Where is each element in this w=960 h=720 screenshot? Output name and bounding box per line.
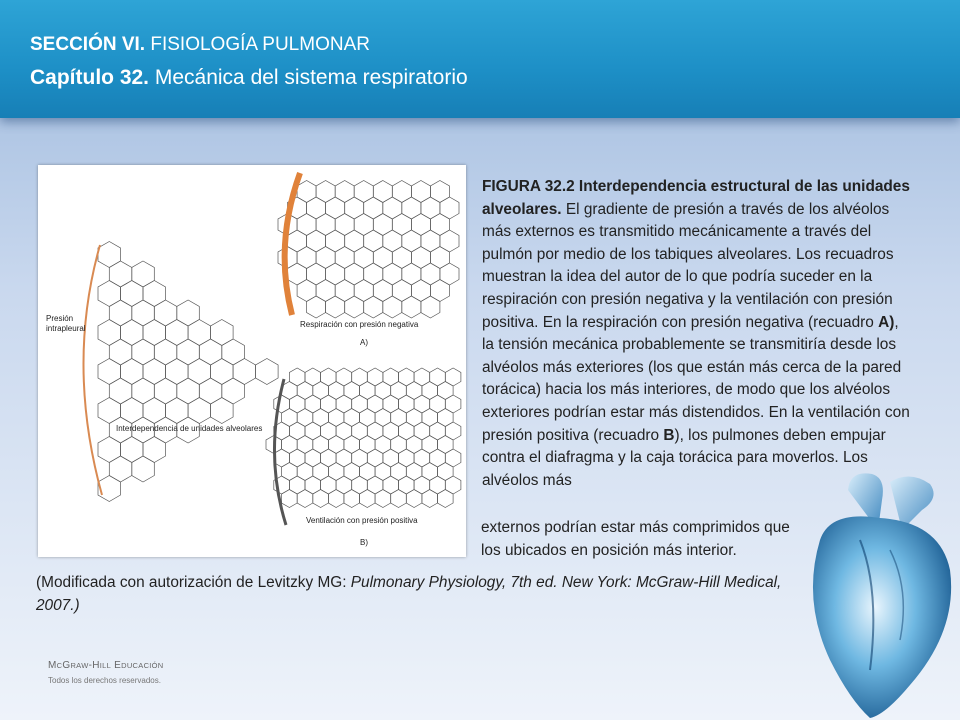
panel-a-chest-wall (285, 173, 300, 315)
source-open: (Modificada con autorización de Levitzky MG: (36, 574, 351, 591)
alveolus-cell (289, 395, 305, 413)
alveolus-cell (326, 230, 345, 252)
alveolus-cell (360, 409, 376, 427)
alveolus-cell (383, 197, 402, 219)
alveolus-cell (166, 320, 189, 346)
alveolus-cell (352, 395, 368, 413)
alveolus-cell (288, 263, 307, 285)
alveolus-cell (98, 476, 121, 502)
alveolus-cell (121, 398, 144, 424)
alveolus-cell (383, 230, 402, 252)
alveolus-cell (402, 197, 421, 219)
heart-illustration (790, 470, 960, 720)
alveolus-cell (313, 463, 329, 481)
alveolus-cell (383, 449, 399, 467)
alveolus-cell (399, 449, 415, 467)
alveolus-cell (354, 247, 373, 269)
alveolus-cell (154, 339, 177, 365)
alveolus-cell (188, 359, 211, 385)
alveolus-cell (438, 382, 454, 400)
alveolus-cell (367, 395, 383, 413)
alveolus-cell (391, 382, 407, 400)
alveolus-cell (392, 214, 411, 236)
alveolus-cell (352, 449, 368, 467)
alveolus-cell (282, 409, 298, 427)
alveolus-cell (383, 476, 399, 494)
alveolus-cell (399, 422, 415, 440)
alveolus-cell (297, 409, 313, 427)
alveolus-cell (328, 409, 344, 427)
alveolus-cell (383, 263, 402, 285)
alveolus-cell (344, 490, 360, 508)
alveolus-cell (336, 422, 352, 440)
alveolus-cell (392, 247, 411, 269)
rights-notice: Todos los derechos reservados. (48, 676, 161, 685)
section-title (30, 34, 370, 56)
alveolus-cell (321, 449, 337, 467)
alveolus-cell (445, 449, 461, 467)
alveolus-cell (406, 490, 422, 508)
alveolus-cell (422, 463, 438, 481)
alveolus-cell (326, 296, 345, 318)
chapter-name: Mecánica del sistema respiratorio (149, 66, 468, 89)
alveolus-cell (305, 395, 321, 413)
alveolus-cell (422, 382, 438, 400)
alveolus-cell (367, 449, 383, 467)
alveolus-cell (344, 382, 360, 400)
caption-title: FIGURA 32.2 Interdependencia estructural de las unidades alveolares. (482, 178, 910, 218)
alveolus-cell (316, 214, 335, 236)
label-a: A) (360, 338, 368, 347)
caption-body-2: , la tensión mecánica probablemente se transmitiría desde los alvéolos más exteriores (los que están más cerca de la pared torácica) hacia los más interiores, de modo que los alvéolos exteriores podrían estar más distendidos. En la ventilación con presión positiva (recuadro (482, 313, 910, 444)
alveolus-cell (383, 368, 399, 386)
chapter-title (30, 66, 468, 90)
alveolus-cell (289, 449, 305, 467)
slide-header (0, 0, 960, 118)
alveolus-cell (375, 490, 391, 508)
alveolus-cell (414, 368, 430, 386)
caption-ref-b: B (663, 426, 675, 444)
alveolus-cell (345, 296, 364, 318)
alveolus-cell (344, 436, 360, 454)
caption-body-1: El gradiente de presión a través de los alvéolos más externos es transmitido mecánicamente a través del pulmón por medio de los tabiques alveolares. Los recuadros muestran la idea del autor de lo que podría suceder en la respiración con presión negativa y la ventilación con presión positiva. En la respiración con presión negativa (recuadro (482, 200, 894, 331)
pub-part-8: DUCACIÓN (121, 661, 164, 670)
caption-body-3: ), los pulmones deben empujar contra el diafragma y la caja torácica para moverlos. Los alvéolos más (482, 426, 886, 489)
alveolus-cell (345, 197, 364, 219)
alveolus-cell (199, 339, 222, 365)
caption-tail-text: externos podrían estar más comprimidos que los ubicados en posición más interior. (481, 519, 790, 559)
alveolus-cell (132, 300, 155, 326)
alveolus-cell (154, 300, 177, 326)
alveolus-cell (344, 463, 360, 481)
alveolus-cell (354, 214, 373, 236)
alveolus-cell (345, 263, 364, 285)
alveolus-cell (222, 378, 245, 404)
alveolus-cell (177, 300, 200, 326)
alveolus-cell (430, 181, 449, 203)
alveolus-cell (188, 320, 211, 346)
alveolus-cell (373, 181, 392, 203)
alveolus-cell (375, 409, 391, 427)
alveolus-cell (222, 339, 245, 365)
alveolus-cell (440, 197, 459, 219)
alveolus-cell (109, 300, 132, 326)
alveolus-cell (445, 422, 461, 440)
pub-part-3: G (62, 660, 71, 671)
alveolus-cell (188, 398, 211, 424)
alveolus-cell (414, 476, 430, 494)
alveolus-cell (402, 263, 421, 285)
alveolus-cell (98, 398, 121, 424)
alveolus-cell (421, 296, 440, 318)
alveolus-cell (406, 409, 422, 427)
pleura-curve (83, 245, 102, 495)
alveolus-cell (297, 463, 313, 481)
label-pressure-line1: Presión (46, 314, 74, 323)
caption-ref-a: A) (878, 313, 895, 331)
alveolus-cell (132, 261, 155, 287)
alveolus-cell (321, 422, 337, 440)
alveolus-cell (305, 476, 321, 494)
alveolus-cell (166, 398, 189, 424)
alveolus-cell (307, 263, 326, 285)
alveolus-cell (440, 263, 459, 285)
alveolus-cell (321, 395, 337, 413)
alveolus-cell (121, 320, 144, 346)
alveolus-cell (445, 368, 461, 386)
alveolus-cell (305, 422, 321, 440)
alveolus-cell (211, 320, 234, 346)
alveolus-cell (336, 368, 352, 386)
alveolus-cell (402, 230, 421, 252)
alveolus-cell (289, 422, 305, 440)
alveolus-cell (143, 320, 166, 346)
alveolus-cell (326, 197, 345, 219)
alveolus-cell (297, 214, 316, 236)
alveolus-cell (121, 437, 144, 463)
alveolus-cell (421, 263, 440, 285)
alveolus-cell (177, 378, 200, 404)
alveolus-cell (430, 395, 446, 413)
alveolus-cell (328, 490, 344, 508)
alveolus-cell (354, 181, 373, 203)
label-pressure-line2: intrapleural (46, 324, 86, 333)
alveolus-cell (121, 359, 144, 385)
section-name: FISIOLOGÍA PULMONAR (145, 34, 370, 55)
alveolus-cell (199, 378, 222, 404)
caption-tail (481, 517, 811, 562)
alveolus-cell (143, 281, 166, 307)
alveolus-cell (421, 230, 440, 252)
alveolus-cell (98, 437, 121, 463)
alveolus-cell (354, 280, 373, 302)
alveolus-cell (411, 181, 430, 203)
alveolus-cell (321, 476, 337, 494)
alveolus-cell (438, 463, 454, 481)
alveolar-figure (38, 165, 466, 557)
publisher-name (48, 660, 164, 671)
alveolus-cell (109, 339, 132, 365)
alveolus-cell (352, 422, 368, 440)
alveolus-cell (297, 382, 313, 400)
alveolus-cell (422, 436, 438, 454)
alveolus-cell (109, 378, 132, 404)
alveolus-cell (421, 197, 440, 219)
alveolus-cell (297, 436, 313, 454)
alveolus-cell (430, 368, 446, 386)
alveolus-cell (375, 382, 391, 400)
alveolus-cell (406, 463, 422, 481)
alveolus-cell (399, 476, 415, 494)
main-lattice (98, 242, 278, 502)
alveolus-cell (411, 214, 430, 236)
alveolus-cell (305, 368, 321, 386)
alveolus-cell (289, 368, 305, 386)
alveolus-cell (282, 436, 298, 454)
alveolus-cell (143, 398, 166, 424)
panel-b-lattice (266, 368, 461, 508)
alveolus-cell (313, 436, 329, 454)
alveolus-cell (233, 359, 256, 385)
alveolus-cell (392, 280, 411, 302)
alveolus-cell (375, 463, 391, 481)
alveolus-cell (414, 449, 430, 467)
alveolus-cell (288, 230, 307, 252)
source-italic: Pulmonary Physiology, 7th ed. New York: McGraw-Hill Medical, 2007.) (36, 574, 782, 614)
alveolus-cell (438, 436, 454, 454)
alveolus-cell (335, 214, 354, 236)
alveolus-cell (430, 422, 446, 440)
alveolus-cell (430, 476, 446, 494)
alveolus-cell (411, 247, 430, 269)
alveolus-cell (391, 463, 407, 481)
alveolus-cell (430, 280, 449, 302)
alveolus-cell (121, 281, 144, 307)
alveolus-cell (313, 382, 329, 400)
alveolus-cell (373, 247, 392, 269)
alveolus-cell (335, 280, 354, 302)
alveolus-cell (360, 382, 376, 400)
figure-caption (482, 176, 914, 492)
pub-part-7: E (111, 660, 122, 671)
alveolus-cell (328, 436, 344, 454)
alveolus-cell (297, 280, 316, 302)
alveolus-cell (414, 422, 430, 440)
alveolus-cell (143, 359, 166, 385)
alveolus-cell (391, 436, 407, 454)
alveolus-cell (345, 230, 364, 252)
alveolus-cell (143, 437, 166, 463)
alveolus-cell (336, 449, 352, 467)
alveolus-cell (316, 280, 335, 302)
alveolus-cell (297, 247, 316, 269)
alveolus-cell (328, 463, 344, 481)
pub-part-6: ILL (99, 661, 112, 670)
alveolus-cell (392, 181, 411, 203)
alveolus-cell (177, 339, 200, 365)
alveolus-cell (430, 214, 449, 236)
alveolus-cell (109, 261, 132, 287)
alveolus-cell (98, 242, 121, 268)
chapter-number: Capítulo 32. (30, 66, 150, 89)
alveolus-cell (411, 280, 430, 302)
alveolus-cell (430, 247, 449, 269)
alveolus-cell (166, 359, 189, 385)
alveolus-cell (445, 395, 461, 413)
alveolus-cell (438, 409, 454, 427)
alveolus-cell (316, 247, 335, 269)
alveolus-cell (367, 422, 383, 440)
alveolus-cell (282, 463, 298, 481)
alveolus-cell (383, 422, 399, 440)
alveolus-cell (211, 398, 234, 424)
alveolus-cell (316, 181, 335, 203)
alveolus-cell (344, 409, 360, 427)
alveolus-cell (132, 456, 155, 482)
alveolus-cell (328, 382, 344, 400)
label-positive: Ventilación con presión positiva (306, 516, 418, 525)
pub-part-1: M (48, 660, 57, 671)
alveolus-cell (132, 378, 155, 404)
alveolus-cell (289, 476, 305, 494)
alveolus-cell (307, 197, 326, 219)
label-b: B) (360, 538, 368, 547)
alveolus-cell (383, 296, 402, 318)
pub-part-2: C (56, 661, 63, 670)
section-number: SECCIÓN VI. (30, 34, 146, 55)
label-negative: Respiración con presión negativa (300, 320, 419, 329)
alveolus-cell (336, 395, 352, 413)
alveolus-cell (360, 490, 376, 508)
alveolus-cell (445, 476, 461, 494)
alveolus-cell (364, 230, 383, 252)
pub-part-4: RAW (70, 661, 89, 670)
alveolus-cell (402, 296, 421, 318)
alveolus-cell (373, 214, 392, 236)
alveolus-cell (154, 378, 177, 404)
label-interdependence: Interdependencia de unidades alveolares (116, 424, 263, 433)
alveolus-cell (364, 197, 383, 219)
alveolus-cell (414, 395, 430, 413)
alveolus-cell (360, 436, 376, 454)
alveolus-cell (282, 490, 298, 508)
alveolus-cell (313, 409, 329, 427)
source-citation (36, 572, 786, 617)
alveolus-cell (297, 490, 313, 508)
alveolus-cell (335, 181, 354, 203)
alveolus-cell (307, 296, 326, 318)
alveolus-cell (211, 359, 234, 385)
alveolus-cell (109, 456, 132, 482)
alveolus-cell (305, 449, 321, 467)
alveolus-cell (373, 280, 392, 302)
alveolus-cell (375, 436, 391, 454)
pub-part-5: -H (88, 660, 100, 671)
alveolus-cell (399, 395, 415, 413)
alveolus-cell (321, 368, 337, 386)
alveolus-cell (256, 359, 279, 385)
alveolus-cell (132, 339, 155, 365)
alveolus-cell (360, 463, 376, 481)
alveolus-cell (336, 476, 352, 494)
alveolus-cell (383, 395, 399, 413)
alveolus-cell (367, 476, 383, 494)
alveolus-cell (335, 247, 354, 269)
panel-a-lattice (278, 181, 459, 319)
alveolus-cell (406, 436, 422, 454)
alveolus-cell (391, 490, 407, 508)
alveolus-cell (326, 263, 345, 285)
alveolus-cell (313, 490, 329, 508)
alveolus-cell (440, 230, 459, 252)
alveolus-cell (430, 449, 446, 467)
alveolus-cell (307, 230, 326, 252)
alveolus-cell (364, 296, 383, 318)
alveolus-cell (364, 263, 383, 285)
alveolus-cell (399, 368, 415, 386)
alveolus-cell (98, 281, 121, 307)
alveolus-cell (352, 368, 368, 386)
alveolus-cell (406, 382, 422, 400)
alveolus-cell (98, 320, 121, 346)
alveolus-cell (98, 359, 121, 385)
alveolus-cell (422, 409, 438, 427)
alveolus-cell (352, 476, 368, 494)
alveolus-cell (367, 368, 383, 386)
alveolus-cell (391, 409, 407, 427)
alveolus-cell (422, 490, 438, 508)
alveolar-diagram (38, 165, 466, 557)
alveolus-cell (438, 490, 454, 508)
alveolus-cell (297, 181, 316, 203)
